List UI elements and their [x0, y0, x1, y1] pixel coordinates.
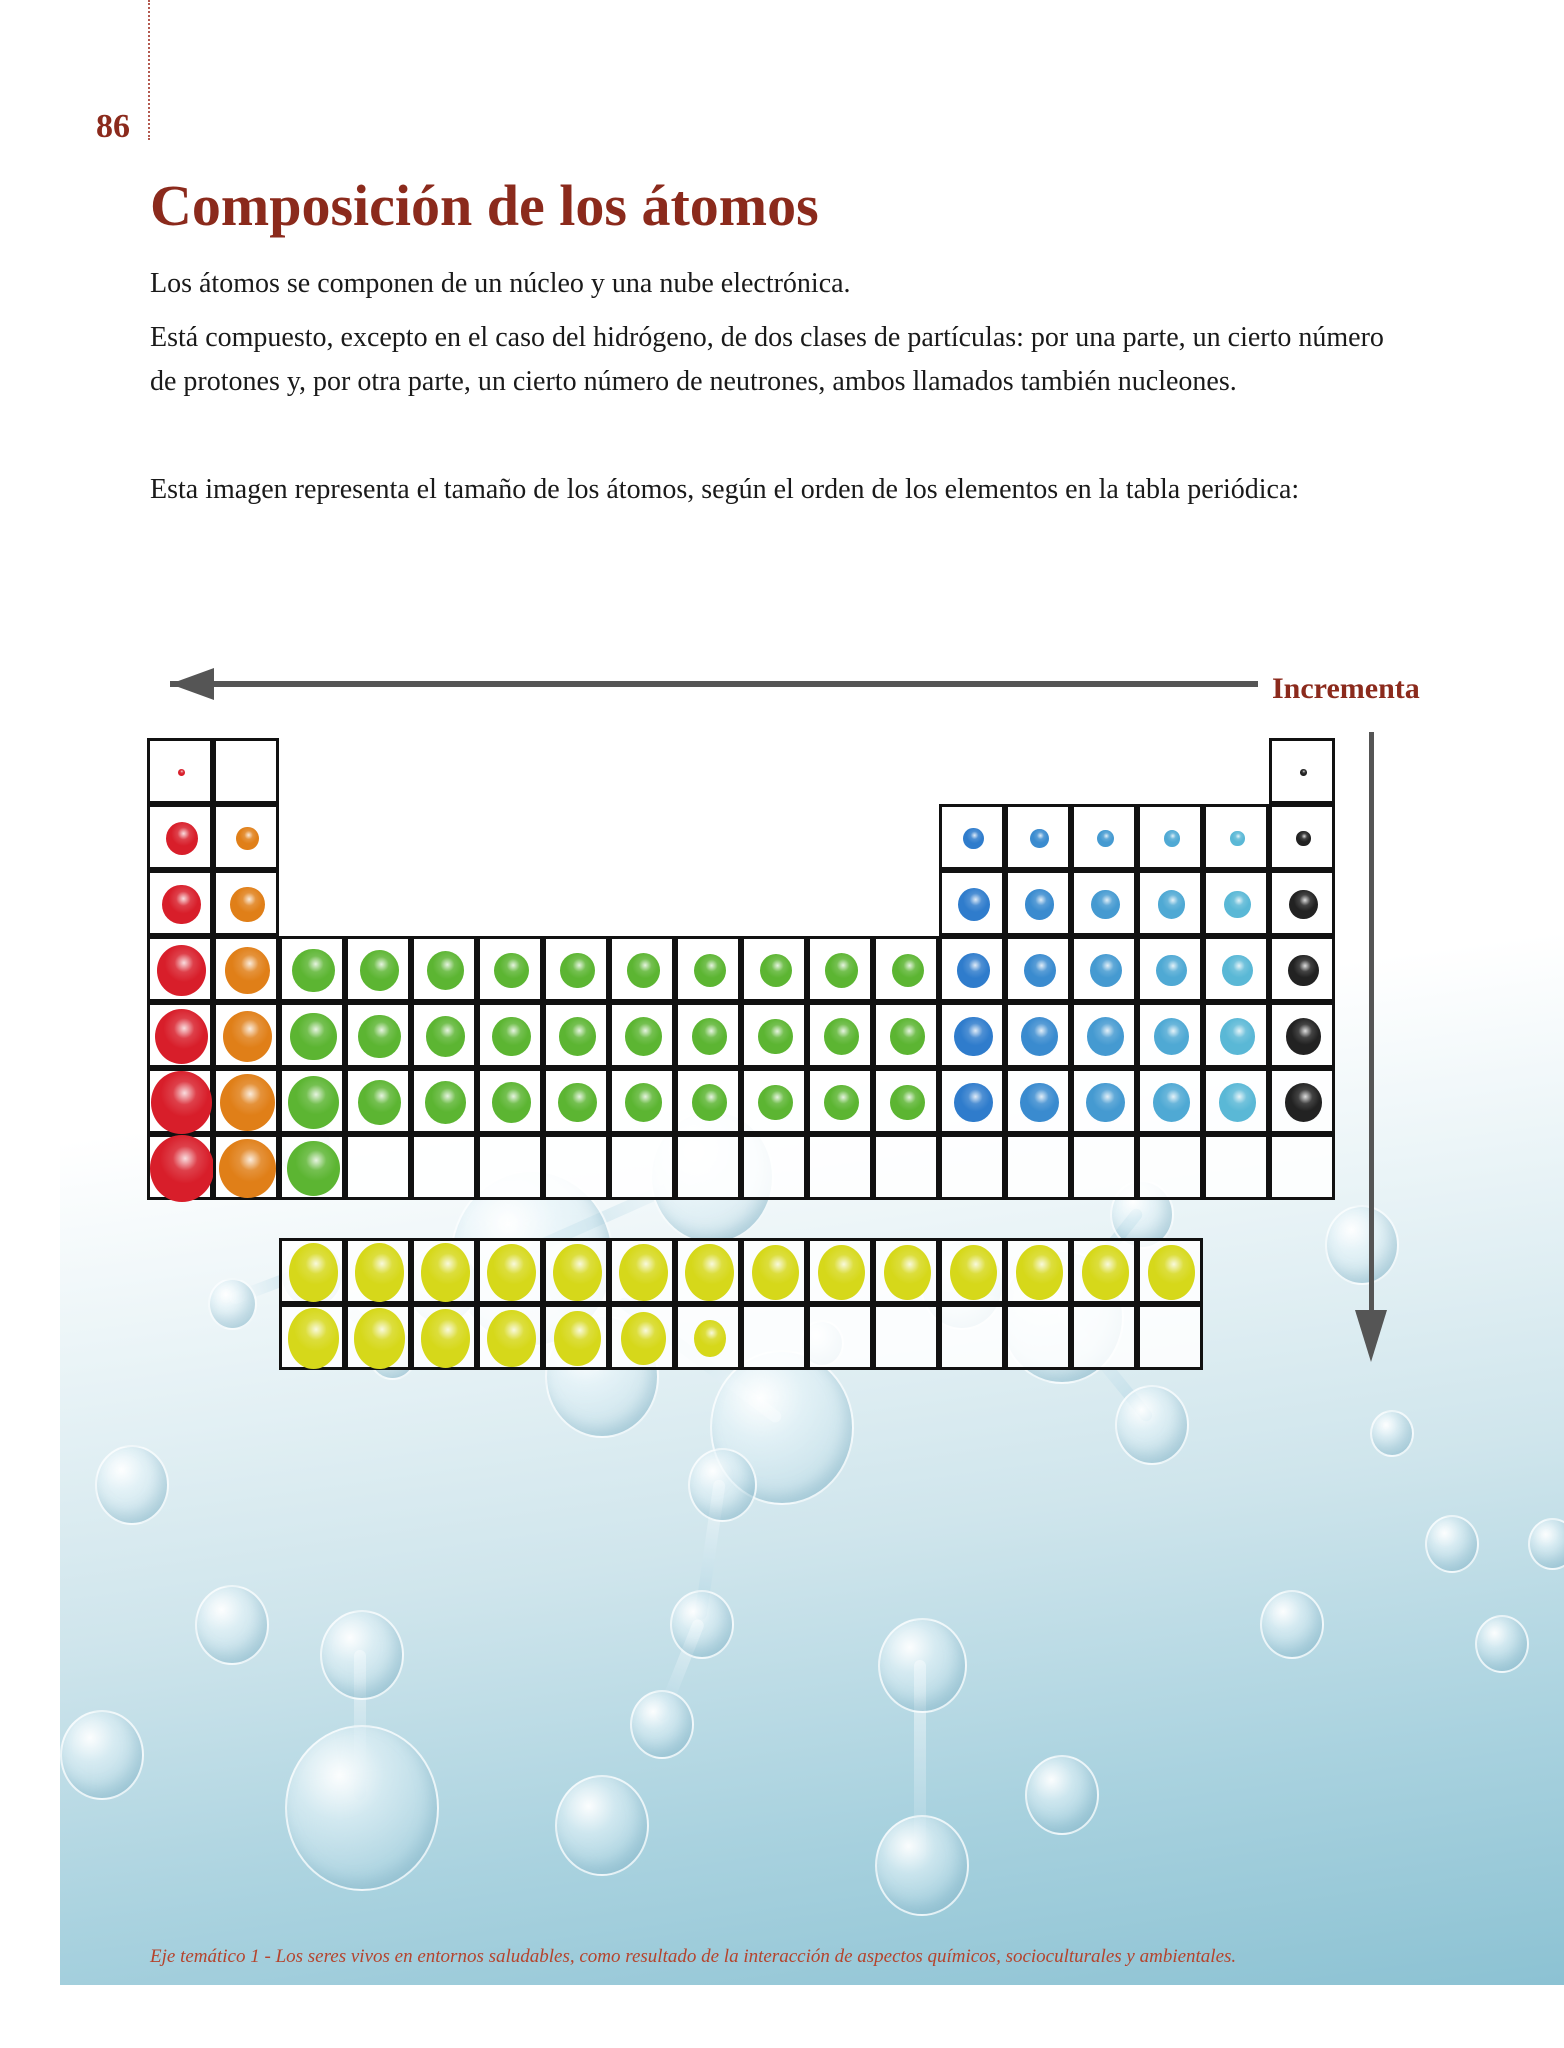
arrow-down-head-icon [1355, 1310, 1387, 1362]
atom-f-block [1148, 1245, 1194, 1299]
element-cell-actinides-12 [1005, 1304, 1071, 1370]
element-cell-p7-g1 [147, 1134, 213, 1200]
atom-p-block [1024, 954, 1056, 987]
atom-p-block [1164, 830, 1180, 847]
element-cell-p3-g13 [939, 870, 1005, 936]
molecule-bubble [60, 1710, 144, 1800]
atom-transition [694, 954, 726, 987]
element-cell-lanthanides-2 [345, 1238, 411, 1304]
element-cell-p4-g6 [477, 936, 543, 1002]
atom-transition [625, 1017, 662, 1056]
element-cell-p2-g16 [1137, 804, 1203, 870]
element-cell-p5-g16 [1137, 1002, 1203, 1068]
element-cell-lanthanides-6 [609, 1238, 675, 1304]
element-cell-p6-g8 [609, 1068, 675, 1134]
element-cell-p4-g3 [279, 936, 345, 1002]
atom-p-block [1030, 829, 1049, 849]
element-cell-lanthanides-5 [543, 1238, 609, 1304]
element-cell-p5-g8 [609, 1002, 675, 1068]
molecule-bubble [555, 1775, 649, 1876]
element-cell-p3-g1 [147, 870, 213, 936]
atom-p-block [1158, 890, 1186, 919]
atom-noble-gas [1296, 831, 1310, 846]
molecule-bubble [95, 1445, 169, 1525]
element-cell-p5-g6 [477, 1002, 543, 1068]
atom-f-block [554, 1311, 601, 1367]
atom-f-block [621, 1312, 666, 1365]
element-cell-p6-g18 [1269, 1068, 1335, 1134]
element-cell-p3-g14 [1005, 870, 1071, 936]
element-cell-p5-g11 [807, 1002, 873, 1068]
atom-p-block [1222, 955, 1253, 987]
molecule-bubble [630, 1690, 694, 1759]
element-cell-p5-g15 [1071, 1002, 1137, 1068]
atom-f-block [553, 1244, 602, 1301]
element-cell-p4-g11 [807, 936, 873, 1002]
atom-transition [758, 1085, 793, 1121]
atom-p-block [1091, 890, 1120, 920]
page-title: Composición de los átomos [150, 173, 819, 238]
element-cell-p4-g14 [1005, 936, 1071, 1002]
atom-transition [426, 1016, 466, 1057]
atom-alkali [166, 822, 198, 855]
atom-f-block [289, 1243, 339, 1302]
element-cell-p7-g10 [741, 1134, 807, 1200]
element-cell-p6-g16 [1137, 1068, 1203, 1134]
molecule-bubble [878, 1618, 967, 1714]
atom-p-block [954, 1083, 992, 1123]
element-cell-p6-g5 [411, 1068, 477, 1134]
molecule-bubble [195, 1585, 269, 1665]
atom-alkaline-earth [223, 1011, 273, 1063]
element-cell-p3-g17 [1203, 870, 1269, 936]
element-cell-p4-g9 [675, 936, 741, 1002]
atom-alkaline-earth [225, 947, 270, 994]
atom-transition [627, 953, 660, 988]
atom-transition [625, 1083, 662, 1122]
atom-transition [492, 1017, 530, 1057]
element-cell-p4-g2 [213, 936, 279, 1002]
atom-noble-gas [1288, 955, 1319, 987]
element-cell-p7-g8 [609, 1134, 675, 1200]
atom-p-block [1224, 891, 1250, 918]
atom-transition [824, 1085, 859, 1121]
element-cell-p6-g11 [807, 1068, 873, 1134]
atom-transition [758, 1019, 793, 1055]
atom-f-block [884, 1245, 931, 1301]
molecule-bubble [1370, 1410, 1414, 1457]
element-cell-p5-g9 [675, 1002, 741, 1068]
element-cell-p6-g15 [1071, 1068, 1137, 1134]
atom-alkaline-earth [220, 1074, 275, 1131]
element-cell-p4-g4 [345, 936, 411, 1002]
atom-f-block [950, 1245, 997, 1301]
atom-p-block [963, 828, 983, 849]
atom-p-block [1153, 1083, 1190, 1122]
atom-transition [692, 1084, 728, 1121]
element-cell-lanthanides-9 [807, 1238, 873, 1304]
element-cell-p7-g18 [1269, 1134, 1335, 1200]
element-cell-p7-g16 [1137, 1134, 1203, 1200]
atom-p-block [1087, 1017, 1124, 1056]
element-cell-p7-g4 [345, 1134, 411, 1200]
atom-transition [692, 1018, 728, 1055]
element-cell-p7-g15 [1071, 1134, 1137, 1200]
molecule-bubble [320, 1610, 404, 1700]
atom-transition [760, 954, 792, 987]
atom-f-block [694, 1320, 726, 1358]
atom-f-block [487, 1310, 536, 1367]
element-cell-p4-g15 [1071, 936, 1137, 1002]
atom-f-block [355, 1243, 405, 1302]
atom-transition [292, 949, 334, 993]
element-cell-p2-g17 [1203, 804, 1269, 870]
element-cell-p4-g7 [543, 936, 609, 1002]
element-cell-p4-g12 [873, 936, 939, 1002]
element-cell-actinides-3 [411, 1304, 477, 1370]
element-cell-p2-g1 [147, 804, 213, 870]
molecule-bubble [1475, 1615, 1529, 1673]
atom-transition [360, 950, 400, 991]
element-cell-actinides-1 [279, 1304, 345, 1370]
element-cell-p7-g6 [477, 1134, 543, 1200]
element-cell-actinides-10 [873, 1304, 939, 1370]
element-cell-p6-g12 [873, 1068, 939, 1134]
element-cell-lanthanides-14 [1137, 1238, 1203, 1304]
atom-transition [890, 1018, 926, 1055]
element-cell-p2-g18 [1269, 804, 1335, 870]
atom-transition [425, 1081, 466, 1124]
element-cell-actinides-11 [939, 1304, 1005, 1370]
molecule-bubble [670, 1590, 734, 1659]
element-cell-p7-g13 [939, 1134, 1005, 1200]
element-cell-p7-g9 [675, 1134, 741, 1200]
element-cell-actinides-14 [1137, 1304, 1203, 1370]
atom-p-block [954, 1017, 992, 1057]
atom-transition [288, 1076, 339, 1129]
footer-caption: Eje temático 1 - Los seres vivos en entornos saludables, como resultado de la interacción de aspectos químicos, socioculturales y ambientales. [150, 1946, 1237, 1967]
paragraph-nucleus: Está compuesto, excepto en el caso del hidrógeno, de dos clases de partículas: por una parte, un cierto número de protones y, por otra parte, un cierto número de neutrones, ambos llamados también nucleones. [150, 322, 1384, 397]
element-cell-p6-g2 [213, 1068, 279, 1134]
atom-p-block [1154, 1018, 1190, 1055]
element-cell-p5-g2 [213, 1002, 279, 1068]
element-cell-p6-g3 [279, 1068, 345, 1134]
element-cell-p1-g1 [147, 738, 213, 804]
element-cell-p6-g4 [345, 1068, 411, 1134]
molecule-background-image [60, 1100, 1564, 1985]
molecule-bubble [1025, 1755, 1099, 1835]
atom-p-block [1020, 1083, 1058, 1123]
element-cell-p7-g12 [873, 1134, 939, 1200]
atom-p-block [1219, 1083, 1256, 1122]
atom-transition [825, 953, 858, 988]
element-cell-lanthanides-4 [477, 1238, 543, 1304]
paragraph-figure-intro: Esta imagen representa el tamaño de los átomos, según el orden de los elementos en la tabla periódica: [150, 474, 1300, 505]
element-cell-p6-g7 [543, 1068, 609, 1134]
element-cell-p5-g7 [543, 1002, 609, 1068]
atom-noble-gas [1285, 1083, 1322, 1122]
atom-p-block [1097, 830, 1114, 848]
atom-noble-gas [1300, 769, 1306, 776]
element-cell-p5-g14 [1005, 1002, 1071, 1068]
atom-alkali [162, 885, 200, 925]
element-cell-p4-g10 [741, 936, 807, 1002]
element-cell-p6-g10 [741, 1068, 807, 1134]
element-cell-p2-g13 [939, 804, 1005, 870]
atom-f-block [288, 1308, 339, 1368]
molecule-bubble [1425, 1515, 1479, 1573]
atom-f-block [421, 1243, 471, 1302]
atom-transition [290, 1013, 336, 1061]
atom-transition [559, 1017, 596, 1056]
atom-alkaline-earth [236, 827, 259, 851]
element-cell-p6-g14 [1005, 1068, 1071, 1134]
element-cell-p4-g13 [939, 936, 1005, 1002]
element-cell-p7-g5 [411, 1134, 477, 1200]
atom-alkali [157, 945, 206, 996]
element-cell-lanthanides-10 [873, 1238, 939, 1304]
margin-rule [148, 0, 150, 140]
molecule-bubble [1528, 1518, 1564, 1571]
arrow-label: Incrementa [1272, 672, 1420, 705]
element-cell-p5-g1 [147, 1002, 213, 1068]
arrow-vertical-icon [1369, 732, 1374, 1312]
element-cell-actinides-4 [477, 1304, 543, 1370]
element-cell-p5-g4 [345, 1002, 411, 1068]
atom-transition [890, 1085, 925, 1121]
atom-noble-gas [1289, 890, 1318, 920]
molecule-bubble [1115, 1385, 1189, 1465]
atom-transition [824, 1018, 860, 1055]
molecule-bubble [688, 1448, 757, 1522]
atom-p-block [1156, 955, 1187, 987]
element-cell-p5-g3 [279, 1002, 345, 1068]
element-cell-actinides-6 [609, 1304, 675, 1370]
atom-f-block [1016, 1245, 1062, 1299]
atom-p-block [1086, 1083, 1124, 1123]
element-cell-p5-g10 [741, 1002, 807, 1068]
element-cell-lanthanides-1 [279, 1238, 345, 1304]
element-cell-p6-g1 [147, 1068, 213, 1134]
atom-alkali [178, 769, 186, 777]
element-cell-p4-g5 [411, 936, 477, 1002]
element-cell-p7-g11 [807, 1134, 873, 1200]
paragraph-intro: Los átomos se componen de un núcleo y una nube electrónica. [150, 268, 851, 299]
atom-transition [492, 1082, 532, 1123]
molecule-bubble [875, 1815, 969, 1916]
atom-noble-gas [1286, 1018, 1322, 1055]
atom-p-block [1021, 1017, 1058, 1056]
element-cell-lanthanides-12 [1005, 1238, 1071, 1304]
element-cell-p1-g18 [1269, 738, 1335, 804]
page-number: 86 [96, 108, 130, 145]
element-cell-p6-g13 [939, 1068, 1005, 1134]
atom-f-block [1082, 1245, 1128, 1299]
atom-f-block [354, 1308, 405, 1368]
atom-transition [358, 1080, 402, 1125]
atom-transition [560, 953, 595, 989]
atom-f-block [752, 1245, 799, 1301]
element-cell-p3-g16 [1137, 870, 1203, 936]
element-cell-p2-g15 [1071, 804, 1137, 870]
molecule-bubble [208, 1278, 257, 1331]
element-cell-p3-g18 [1269, 870, 1335, 936]
atom-f-block [619, 1244, 668, 1301]
atom-p-block [957, 953, 990, 988]
element-cell-p5-g17 [1203, 1002, 1269, 1068]
atom-p-block [1220, 1018, 1256, 1055]
atom-f-block [421, 1309, 471, 1368]
element-cell-p6-g17 [1203, 1068, 1269, 1134]
element-cell-p3-g2 [213, 870, 279, 936]
atom-p-block [958, 888, 990, 921]
element-cell-lanthanides-7 [675, 1238, 741, 1304]
atom-transition [287, 1141, 339, 1196]
atom-f-block [685, 1244, 734, 1301]
atom-transition [427, 951, 464, 990]
atom-p-block [1025, 889, 1054, 920]
atom-transition [358, 1015, 400, 1059]
element-cell-lanthanides-11 [939, 1238, 1005, 1304]
molecule-bubble [1325, 1205, 1399, 1285]
element-cell-lanthanides-13 [1071, 1238, 1137, 1304]
element-cell-actinides-2 [345, 1304, 411, 1370]
element-cell-p4-g16 [1137, 936, 1203, 1002]
atom-alkaline-earth [230, 887, 265, 923]
element-cell-p7-g17 [1203, 1134, 1269, 1200]
atom-transition [494, 953, 529, 989]
element-cell-p4-g8 [609, 936, 675, 1002]
element-cell-p7-g2 [213, 1134, 279, 1200]
atom-alkali [150, 1135, 214, 1202]
element-cell-p4-g1 [147, 936, 213, 1002]
element-cell-lanthanides-8 [741, 1238, 807, 1304]
atom-f-block [818, 1245, 865, 1301]
atom-alkali [151, 1071, 211, 1134]
atom-transition [558, 1083, 596, 1123]
element-cell-p2-g14 [1005, 804, 1071, 870]
element-cell-p7-g3 [279, 1134, 345, 1200]
element-cell-actinides-9 [807, 1304, 873, 1370]
element-cell-p1-g2 [213, 738, 279, 804]
arrow-horizontal-icon [170, 681, 1258, 687]
atom-alkali [155, 1009, 209, 1065]
element-cell-p5-g18 [1269, 1002, 1335, 1068]
element-cell-p4-g17 [1203, 936, 1269, 1002]
atom-alkaline-earth [219, 1139, 277, 1199]
atom-f-block [487, 1244, 536, 1301]
atom-p-block [1090, 954, 1122, 987]
atom-p-block [1230, 831, 1244, 846]
element-cell-actinides-13 [1071, 1304, 1137, 1370]
element-cell-lanthanides-3 [411, 1238, 477, 1304]
element-cell-p6-g9 [675, 1068, 741, 1134]
atom-transition [892, 954, 924, 987]
element-cell-p5-g13 [939, 1002, 1005, 1068]
element-cell-p5-g5 [411, 1002, 477, 1068]
molecule-bubble [1260, 1590, 1324, 1659]
element-cell-p2-g2 [213, 804, 279, 870]
element-cell-p5-g12 [873, 1002, 939, 1068]
element-cell-p3-g15 [1071, 870, 1137, 936]
element-cell-p7-g14 [1005, 1134, 1071, 1200]
element-cell-p4-g18 [1269, 936, 1335, 1002]
element-cell-actinides-8 [741, 1304, 807, 1370]
molecule-bubble [285, 1725, 439, 1891]
element-cell-actinides-7 [675, 1304, 741, 1370]
element-cell-actinides-5 [543, 1304, 609, 1370]
element-cell-p6-g6 [477, 1068, 543, 1134]
element-cell-p7-g7 [543, 1134, 609, 1200]
